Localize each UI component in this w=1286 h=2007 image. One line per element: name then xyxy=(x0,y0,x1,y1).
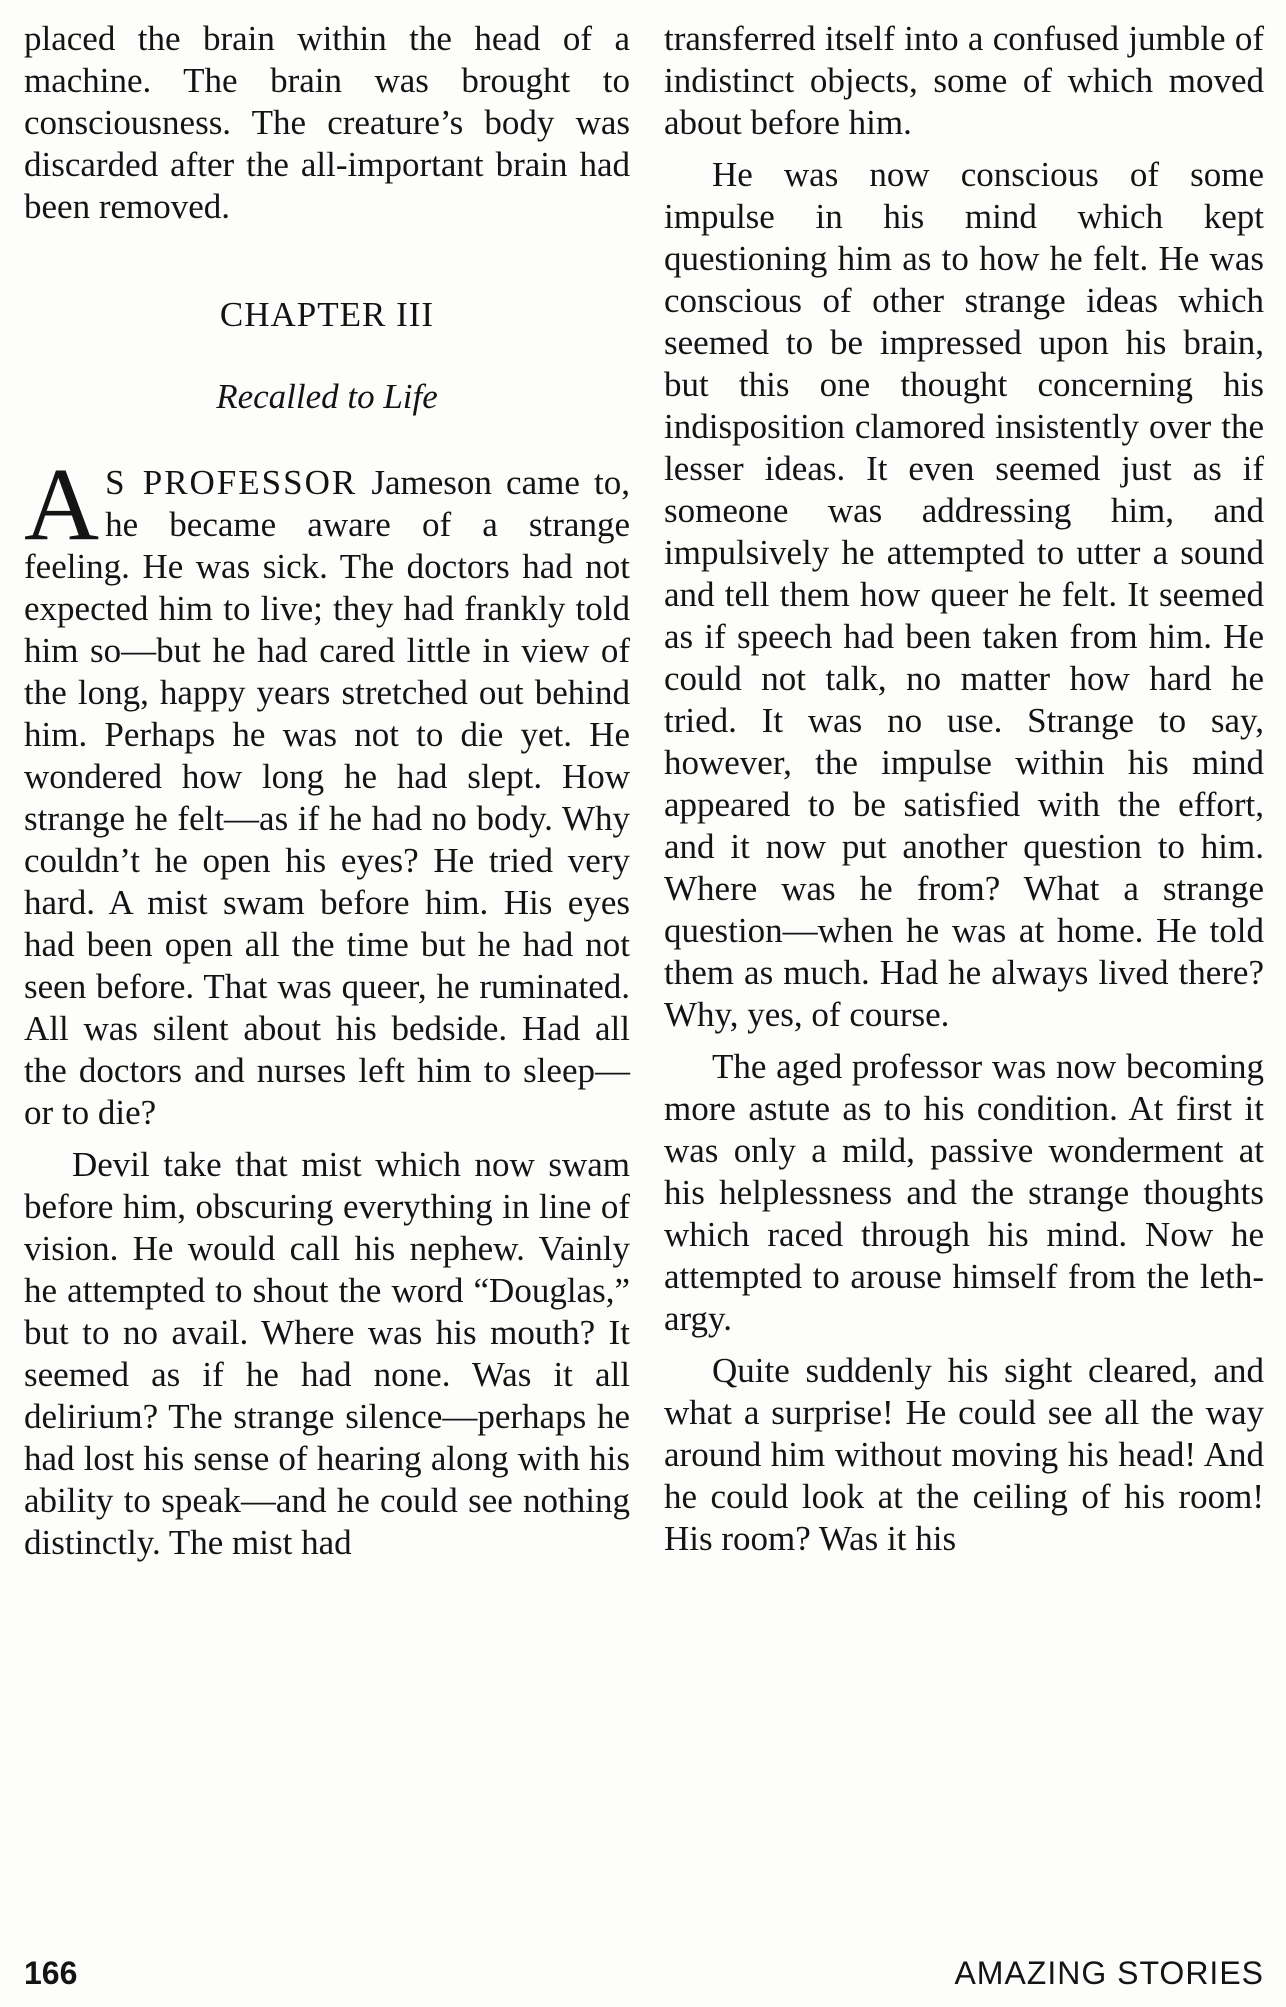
paragraph: Quite suddenly his sight cleared, and what a surprise! He could see all the way around him without moving his head! And he could look at the ceiling of his room! His room? Was it his xyxy=(664,1351,1264,1558)
opening-paragraph xyxy=(24,447,631,1134)
opening-words: S PROFESSOR xyxy=(105,463,358,502)
chapter-heading: CHAPTER III xyxy=(219,295,435,334)
drop-cap: A xyxy=(24,447,100,562)
chapter-subtitle: Recalled to Life xyxy=(216,377,438,416)
page-number: 166 xyxy=(24,1955,78,1991)
left-column xyxy=(24,18,630,1564)
continued-paragraph: placed the brain within the head of a machine. The brain was brought to consciousness. The creature’s body was discarded after the all-important brain had been removed. xyxy=(24,19,630,226)
opening-paragraph-text: Jameson came to, he became aware of a strange feeling. He was sick. The doctors had not expected him to live; they had frankly told him so—but he had cared little in view of the long, happy years stretched out behind him. Perhaps he was not to die yet. He wondered how long he had slept. How strange he felt—as if he had no body. Why couldn’t he open his eyes? He tried very hard. A mist swam before him. His eyes had been open all the time but he had not seen before. That was queer, he ruminated. All was silent about his bedside. Had all the doctors and nurses left him to sleep—or to die? xyxy=(24,463,631,1132)
right-column xyxy=(664,18,1264,1560)
paragraph: Devil take that mist which now swam before him, obscuring everything in line of vision. He would call his nephew. Vainly he attempted to shout the word “Douglas,” but to no avail. Where was his mouth? It seemed as if he had none. Was it all delirium? The strange silence—perhaps he had lost his sense of hearing along with his ability to speak—and he could see nothing distinctly. The mist had xyxy=(24,1145,630,1562)
continued-paragraph: transferred itself into a confused jumble of indistinct objects, some of which moved about before him. xyxy=(664,19,1264,142)
magazine-title: AMAZING STORIES xyxy=(954,1955,1264,1991)
paragraph: He was now conscious of some impulse in his mind which kept questioning him as to how he felt. He was conscious of other strange ideas which seemed to be impressed upon his brain, but this one thought concerning his indisposition clamored insistently over the lesser ideas. It even seemed just as if someone was addressing him, and impulsively he attempted to utter a sound and tell them how queer he felt. It seemed as if speech had been taken from him. He could not talk, no matter how hard he tried. It was no use. Strange to say, however, the impulse within his mind appeared to be satisfied with the effort, and it now put another question to him. Where was he from? What a strange question—when he was at home. He told them as much. Had he always lived there? Why, yes, of course. xyxy=(664,155,1264,1034)
paragraph: The aged professor was now becoming more astute as to his condition. At first it was only a mild, passive wonderment at his helplessness and the strange thoughts which raced through his mind. Now he attempted to arouse himself from the lethargy. xyxy=(664,1047,1264,1338)
